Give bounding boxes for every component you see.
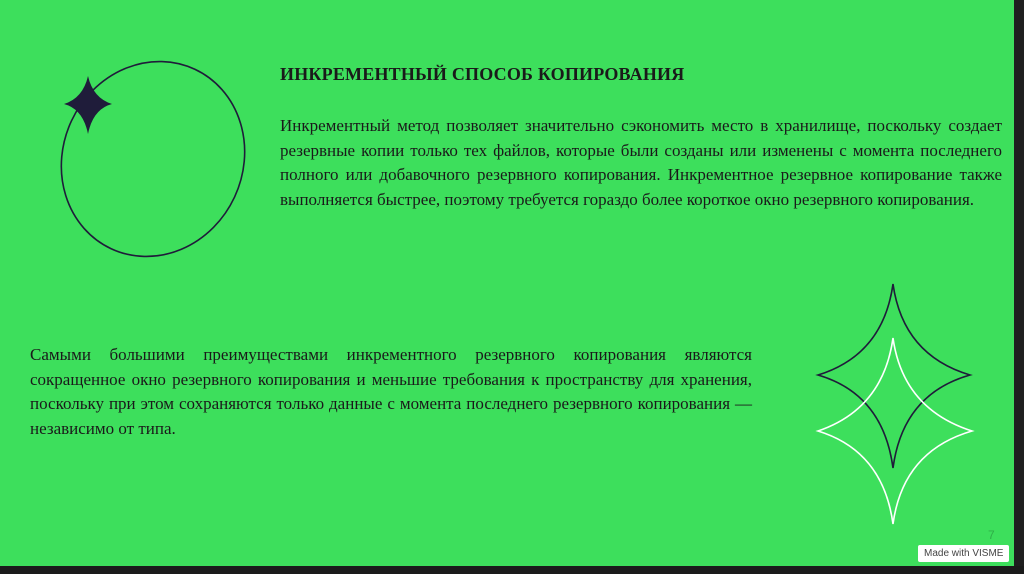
paragraph-advantages: Самыми большими преимуществами инкрементного резервного копирования являются сокращенное окно резервного копирования и меньшие требования к пространству для хранения, поскольку при этом сохраняются только данные с момента последнего резервного копирования — независимо от типа. bbox=[30, 345, 752, 438]
viewer-edge-bottom bbox=[0, 566, 1024, 574]
ellipse-outline bbox=[30, 31, 277, 287]
paragraph-incremental-method: Инкрементный метод позволяет значительно сэкономить место в хранилище, поскольку создает резервные копии только тех файлов, которые были созданы или изменены с момента последнего полного или добавочного резервного копирования. Инкрементное резервное копирование также выполняется быстрее, поэтому требуется гораздо более короткое окно резервного копирования. bbox=[280, 116, 1002, 209]
slide-title: ИНКРЕМЕНТНЫЙ СПОСОБ КОПИРОВАНИЯ bbox=[280, 64, 685, 84]
four-point-star-icon bbox=[64, 76, 112, 134]
viewer-edge-right bbox=[1014, 0, 1024, 574]
page-number: 7 bbox=[988, 528, 995, 542]
made-with-visme-badge[interactable]: Made with VISME bbox=[918, 545, 1009, 562]
